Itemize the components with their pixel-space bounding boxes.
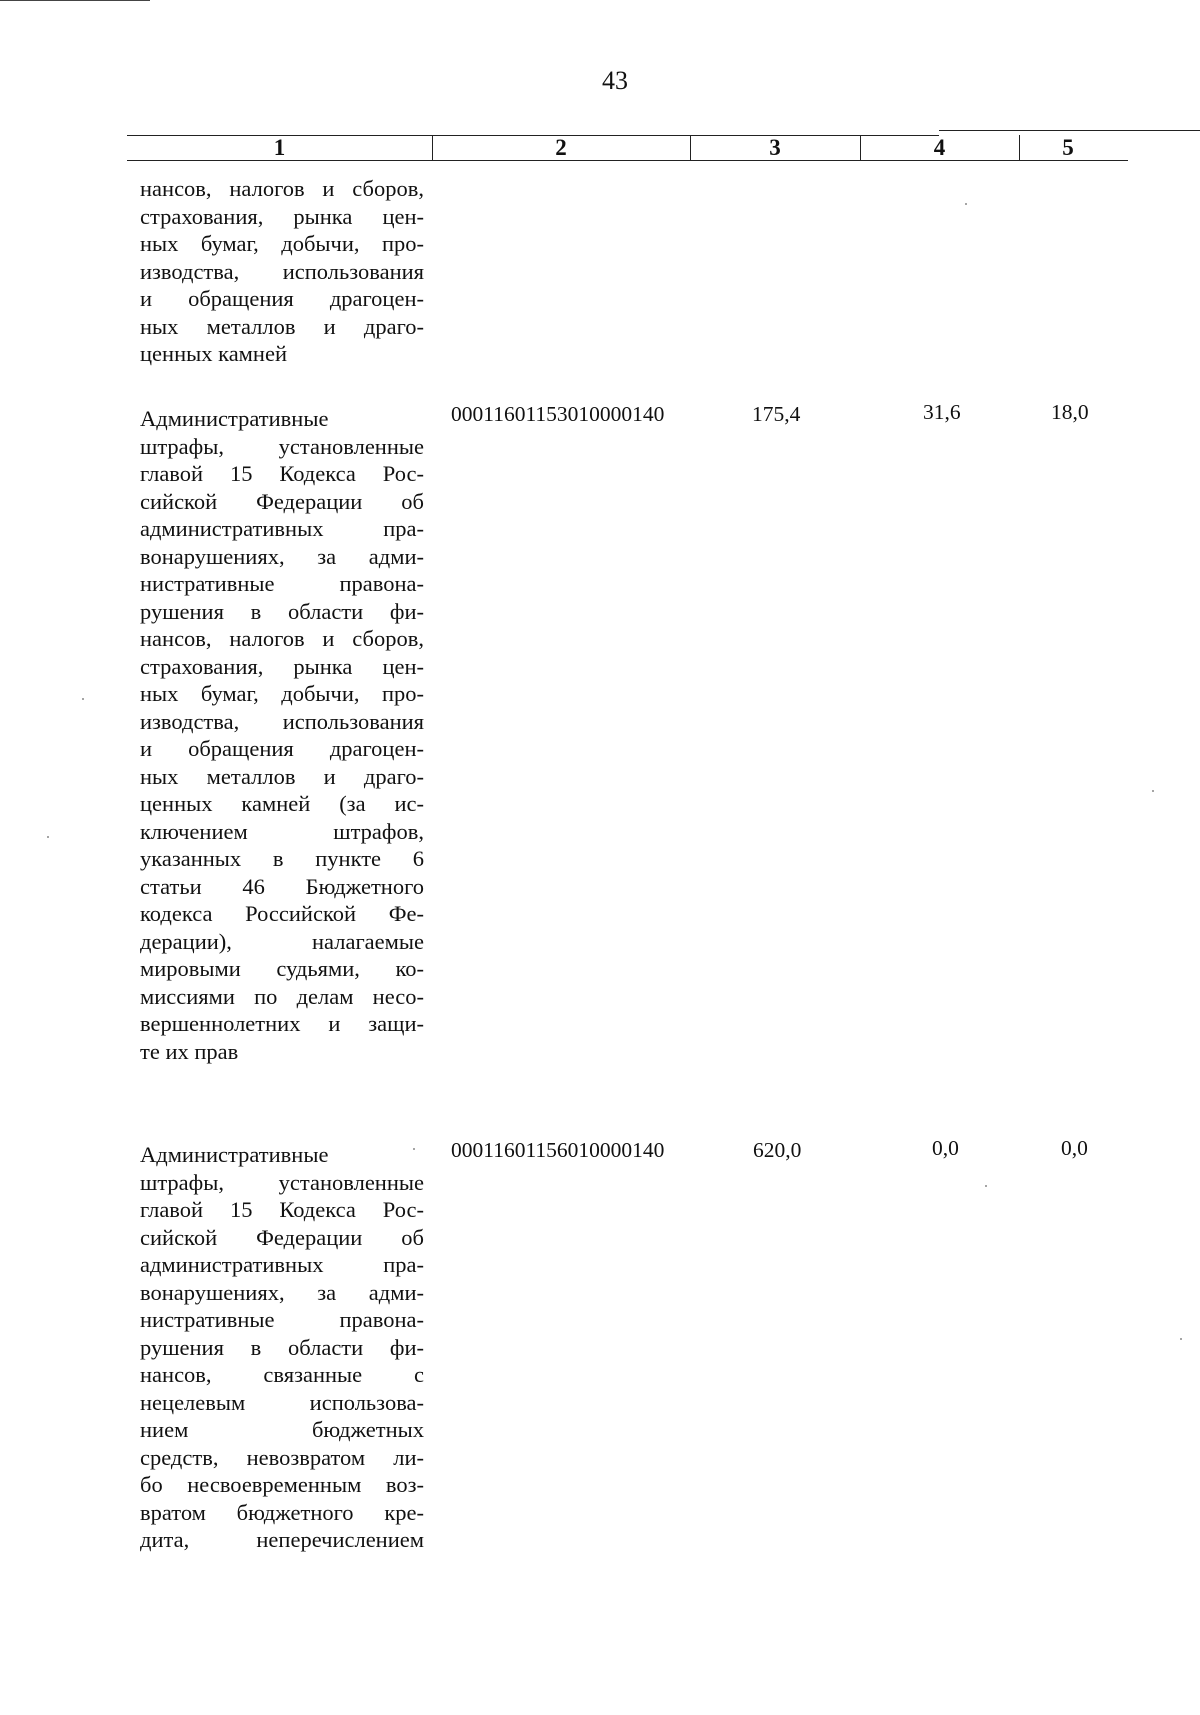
description-line: нансов, налогов и сборов, bbox=[140, 176, 424, 201]
budget-code-cell: 00011601153010000140 bbox=[451, 402, 665, 426]
description-line: ных металлов и драго- bbox=[140, 313, 424, 339]
header-col-2: 2 bbox=[555, 135, 567, 160]
table-row-description bbox=[140, 405, 424, 1065]
value-col-5: 0,0 bbox=[1061, 1136, 1088, 1160]
scan-speck bbox=[82, 698, 84, 700]
description-line: ных бумаг, добычи, про- bbox=[140, 681, 424, 706]
value-col-4: 0,0 bbox=[932, 1136, 959, 1160]
description-line: дерации), налагаемые bbox=[140, 928, 424, 954]
description-line: главой 15 Кодекса Рос- bbox=[140, 461, 424, 486]
description-line: статьи 46 Бюджетного bbox=[140, 873, 424, 899]
description-line: и обращения драгоцен- bbox=[140, 736, 424, 761]
description-line: нистративные правона- bbox=[140, 1307, 424, 1332]
description-line: изводства, использования bbox=[140, 258, 424, 284]
description-line: бо несвоевременным воз- bbox=[140, 1472, 424, 1497]
value-col-3: 175,4 bbox=[752, 402, 801, 426]
description-line: ценных камней (за ис- bbox=[140, 791, 424, 816]
description-line: миссиями по делам несо- bbox=[140, 983, 424, 1009]
description-line: рушения в области фи- bbox=[140, 1334, 424, 1360]
value-col-3: 620,0 bbox=[753, 1138, 802, 1162]
description-line: ключением штрафов, bbox=[140, 818, 424, 844]
description-line: страхования, рынка цен- bbox=[140, 653, 424, 679]
budget-code-cell: 00011601156010000140 bbox=[451, 1138, 665, 1162]
table-header bbox=[127, 130, 1128, 160]
description-line: рушения в области фи- bbox=[140, 598, 424, 624]
description-line: нансов, налогов и сборов, bbox=[140, 626, 424, 651]
description-line: и обращения драгоцен- bbox=[140, 286, 424, 311]
description-line: административных пра- bbox=[140, 516, 424, 541]
description-line: нецелевым использова- bbox=[140, 1389, 424, 1415]
description-line: вонарушениях, за адми- bbox=[140, 1279, 424, 1305]
description-line: нием бюджетных bbox=[140, 1417, 424, 1442]
description-line: административных пра- bbox=[140, 1252, 424, 1277]
scan-edge-line bbox=[0, 0, 150, 1]
table-row-description bbox=[140, 175, 424, 368]
description-line: кодекса Российской Фе- bbox=[140, 901, 424, 926]
table-row-description bbox=[140, 1141, 424, 1554]
description-line: мировыми судьями, ко- bbox=[140, 956, 424, 981]
description-line: дита, неперечислением bbox=[140, 1527, 424, 1552]
scan-speck bbox=[1180, 1338, 1182, 1340]
description-line: Административные bbox=[140, 1142, 329, 1167]
description-line: те их прав bbox=[140, 1038, 239, 1064]
scan-speck bbox=[413, 1148, 415, 1150]
description-line: сийской Федерации об bbox=[140, 1224, 424, 1250]
description-line: сийской Федерации об bbox=[140, 488, 424, 514]
scan-speck bbox=[1152, 790, 1154, 792]
description-line: ценных камней bbox=[140, 341, 287, 366]
description-line: вершеннолетних и защи- bbox=[140, 1011, 424, 1036]
description-line: главой 15 Кодекса Рос- bbox=[140, 1197, 424, 1222]
description-line: нансов, связанные с bbox=[140, 1362, 424, 1387]
header-col-3: 3 bbox=[769, 135, 781, 160]
description-line: вратом бюджетного кре- bbox=[140, 1499, 424, 1525]
scan-speck bbox=[985, 1185, 987, 1187]
description-line: средств, невозвратом ли- bbox=[140, 1444, 424, 1470]
description-line: изводства, использования bbox=[140, 708, 424, 734]
description-line: штрафы, установленные bbox=[140, 433, 424, 459]
description-line: ных бумаг, добычи, про- bbox=[140, 231, 424, 256]
description-line: вонарушениях, за адми- bbox=[140, 543, 424, 569]
header-col-5: 5 bbox=[1062, 135, 1074, 160]
value-col-5: 18,0 bbox=[1051, 400, 1089, 424]
page-number: 43 bbox=[602, 66, 628, 95]
description-line: нистративные правона- bbox=[140, 571, 424, 596]
header-top-rule-right bbox=[939, 130, 1200, 131]
scan-speck bbox=[47, 836, 49, 838]
header-col-4: 4 bbox=[933, 135, 946, 160]
description-line: страхования, рынка цен- bbox=[140, 203, 424, 229]
value-col-4: 31,6 bbox=[923, 400, 961, 424]
description-line: штрафы, установленные bbox=[140, 1169, 424, 1195]
header-col-1: 1 bbox=[273, 135, 286, 160]
scan-speck bbox=[965, 203, 967, 205]
description-line: указанных в пункте 6 bbox=[140, 846, 424, 871]
description-line: ных металлов и драго- bbox=[140, 763, 424, 789]
description-line: Административные bbox=[140, 406, 329, 431]
